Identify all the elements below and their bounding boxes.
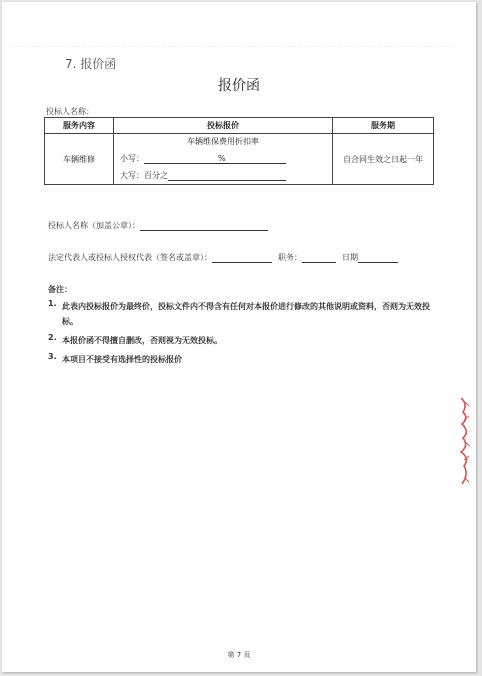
header-service-period: 服务期 [333, 118, 434, 134]
note-item [48, 299, 433, 329]
uppercase-row [114, 170, 332, 181]
page-title: 报价函 [218, 78, 260, 94]
note-text: 此表内投标报价为最终价，投标文件内不得含有任何对本报价进行修改的其他说明或资料，否则为无效投标。 [62, 302, 430, 326]
scan-line [12, 46, 452, 48]
bidder-seal-field[interactable] [140, 222, 268, 231]
percent-sign: % [218, 153, 226, 163]
note-text: 本项目不接受有选择性的投标报价 [62, 355, 182, 364]
date-field[interactable] [358, 254, 398, 263]
rate-title: 车辆维保费用折扣率 [187, 136, 259, 146]
section-title: 7. 报价函 [65, 57, 117, 71]
representative-field[interactable] [212, 254, 272, 263]
seal-stamp-edge [458, 394, 472, 489]
uppercase-label: 大写： [120, 170, 144, 180]
bidder-name-label: 投标人名称： [46, 107, 94, 116]
representative-label: 法定代表人或投标人授权代表（签名或盖章）： [48, 253, 212, 262]
cell-service-period: 自合同生效之日起一年 [333, 134, 434, 185]
note-number: 3. [48, 352, 57, 361]
document-page [2, 2, 476, 672]
position-field[interactable] [302, 254, 336, 263]
cell-service: 车辆维修 [45, 134, 114, 185]
uppercase-prefix: 百分之 [144, 170, 168, 180]
table-row [45, 134, 434, 185]
notes-section [48, 284, 433, 367]
note-number: 2. [48, 333, 57, 342]
date-label: 日期 [342, 253, 358, 262]
note-item [48, 352, 433, 367]
notes-title: 备注： [48, 285, 72, 294]
note-number: 1. [48, 299, 57, 308]
lowercase-field-left[interactable] [144, 155, 218, 164]
quote-table [44, 117, 434, 185]
lowercase-label: 小写： [120, 153, 144, 163]
cell-bid-price [114, 134, 333, 185]
lowercase-row [114, 153, 332, 164]
note-text: 本报价函不得擅自删改，否则视为无效投标。 [62, 336, 222, 345]
header-service-content: 服务内容 [45, 118, 114, 134]
bidder-seal-label: 投标人名称（加盖公章）： [48, 221, 140, 230]
header-bid-price: 投标报价 [114, 118, 333, 134]
representative-row [48, 252, 398, 263]
uppercase-field[interactable] [168, 172, 286, 181]
lowercase-field-right[interactable] [226, 155, 286, 164]
page-number: 第 7 页 [227, 651, 251, 659]
table-header-row [45, 118, 434, 134]
bidder-seal-row [48, 220, 268, 231]
position-label: 职务： [278, 253, 302, 262]
note-item [48, 333, 433, 348]
